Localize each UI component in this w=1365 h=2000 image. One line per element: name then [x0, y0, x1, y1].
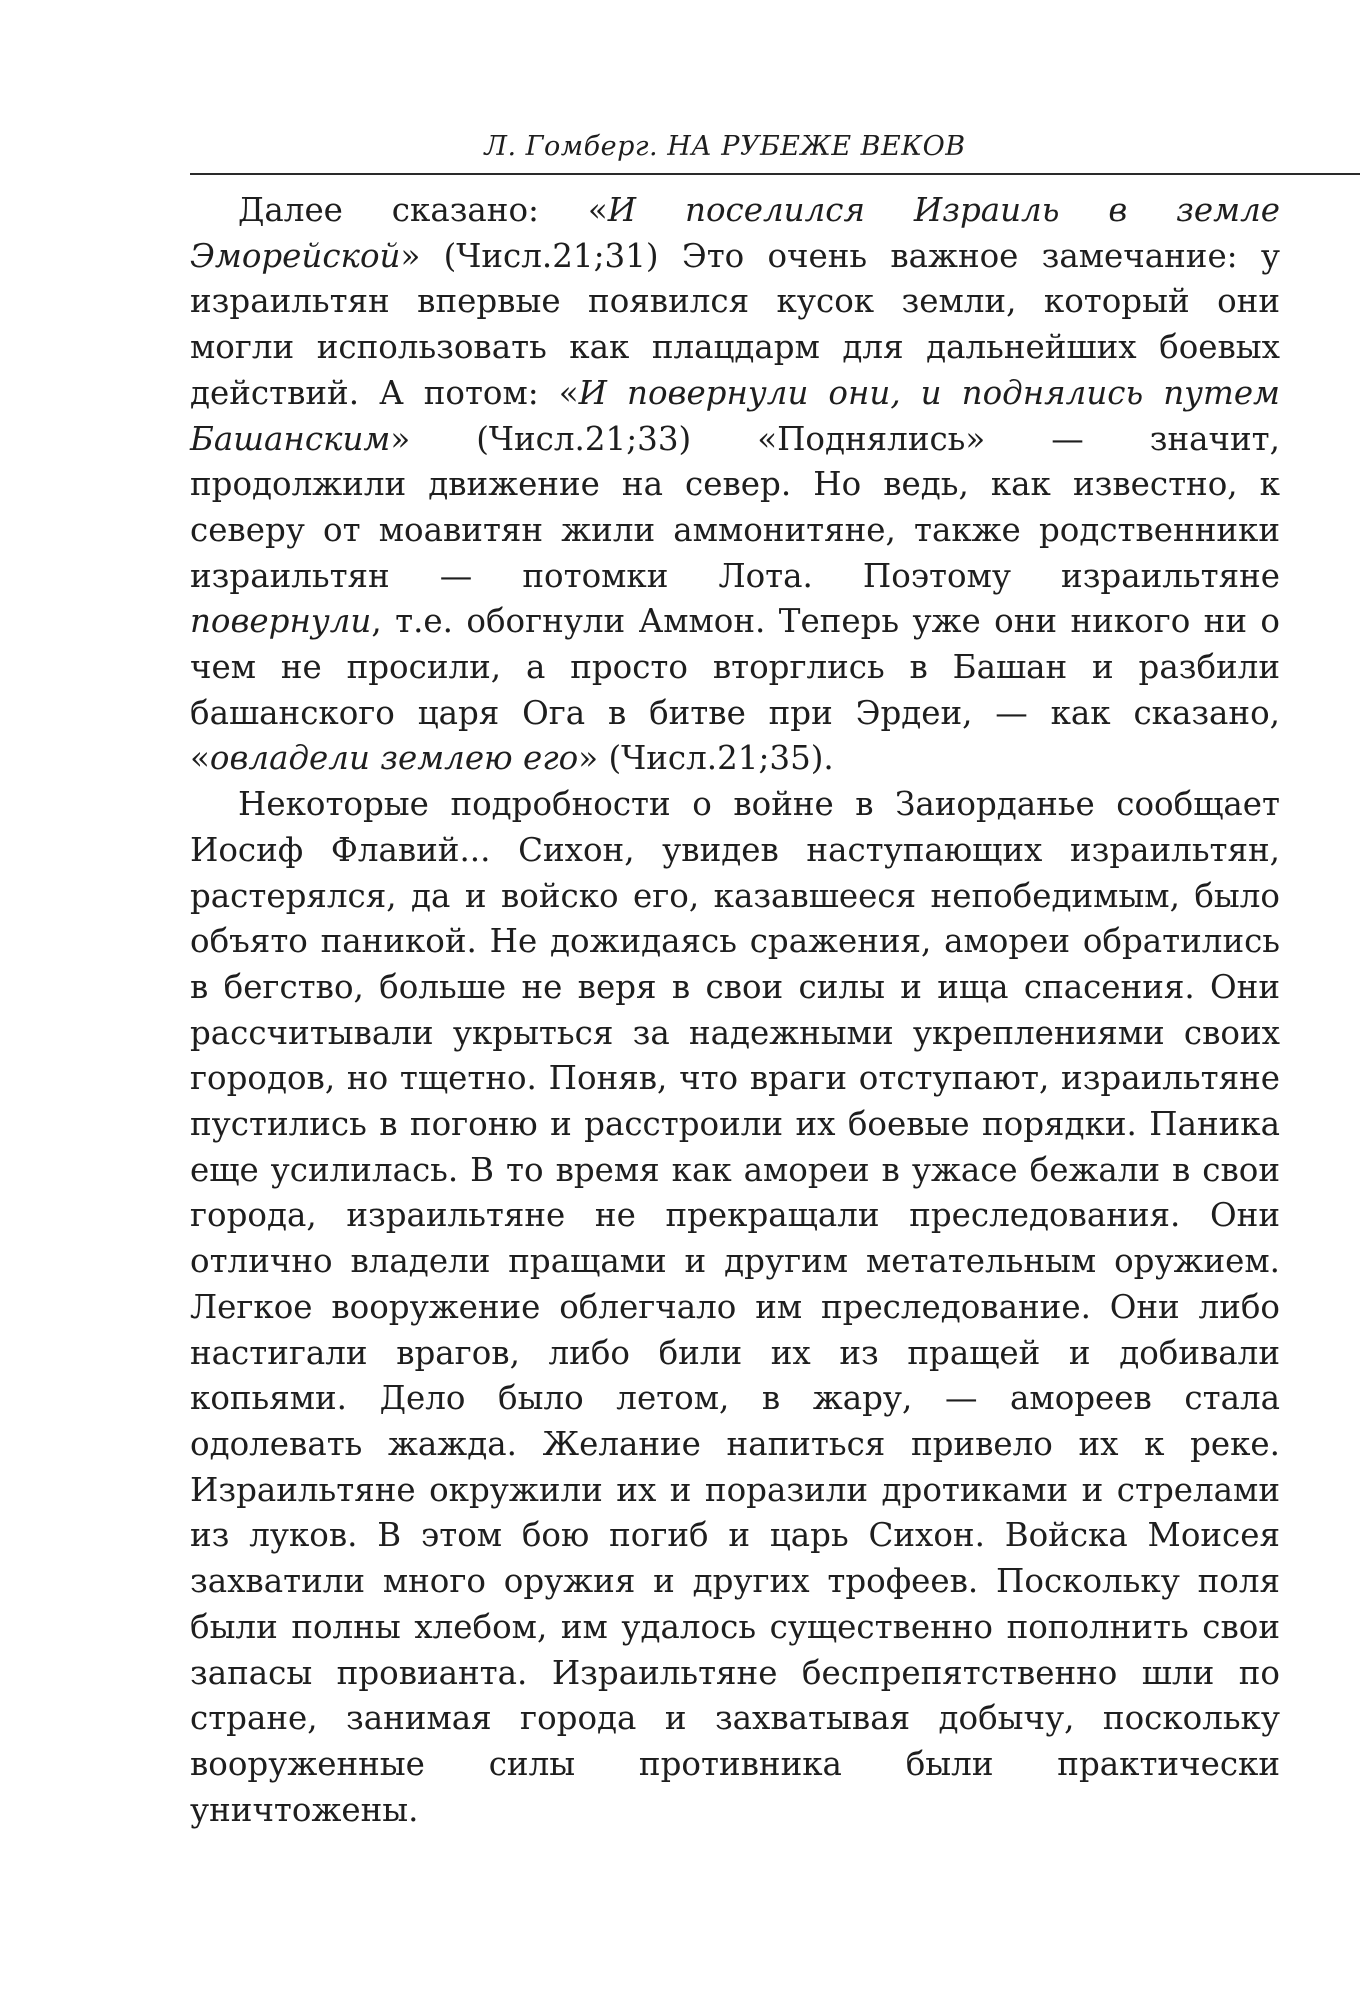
- text-run: , т.е. обогнули Аммон. Теперь уже они никого ни о чем не просили, а просто вторглись в Башан и разбили башанского царя Ога в битве при Эрдеи, — как сказано, «: [190, 602, 1280, 778]
- header-author: Л. Гомберг.: [484, 131, 659, 162]
- paragraph-2: [190, 782, 1280, 1833]
- text-run: » (Числ.21;33) «Поднялись» — значит, продолжили движение на север. Но ведь, как известно, к северу от моавитян жили аммонитяне, также родственники израильтян — потомки Лота. Поэтому израильтяне: [190, 419, 1280, 595]
- header-rule: [190, 173, 1360, 175]
- running-header: [190, 130, 1260, 164]
- text-run: Некоторые подробности о войне в Заиорданье сообщает Иосиф Флавий... Сихон, увидев наступающих израильтян, растерялся, да и войско его, казавшееся непобедимым, было объято паникой. Не дожидаясь сражения, амореи обратились в бегство, больше не веря в свои силы и ища спасения. Они рассчитывали укрыться за надежными укреплениями своих городов, но тщетно. Поняв, что враги отступают, израильтяне пустились в погоню и расстроили их боевые порядки. Паника еще усилилась. В то время как амореи в ужасе бежали в свои города, израильтяне не прекращали преследования. Они отлично владели пращами и другим метательным оружием. Легкое вооружение облегчало им преследование. Они либо настигали врагов, либо били их из пращей и добивали копьями. Дело было летом, в жару, — амореев стала одолевать жажда. Желание напиться привело их к реке. Израильтяне окружили их и поразили дротиками и стрелами из луков. В этом бою погиб и царь Сихон. Войска Моисея захватили много оружия и других трофеев. Поскольку поля были полны хлебом, им удалось существенно пополнить свои запасы провианта. Израильтяне беспрепятственно шли по стране, занимая города и захватывая добычу, поскольку вооруженные силы противника были практически уничтожены.: [190, 785, 1280, 1829]
- paragraph-1: [190, 188, 1280, 782]
- emphasis-italic: повернули: [190, 602, 372, 641]
- text-run: Далее сказано: «: [238, 191, 608, 229]
- header-title: НА РУБЕЖЕ ВЕКОВ: [667, 131, 966, 162]
- body-text: [190, 188, 1280, 1833]
- text-run: » (Числ.21;35).: [578, 739, 834, 778]
- quote-italic: И поселился Израиль в земле Эморейской: [190, 191, 1280, 275]
- quote-italic: овладели землею его: [209, 739, 579, 778]
- text-run: » (Числ.21;31) Это очень важное замечание: у израильтян впервые появился кусок земли, который они могли использовать как плацдарм для дальнейших боевых действий. А потом: «: [190, 236, 1280, 412]
- quote-italic: И повернули они, и поднялись путем Башанским: [190, 373, 1281, 458]
